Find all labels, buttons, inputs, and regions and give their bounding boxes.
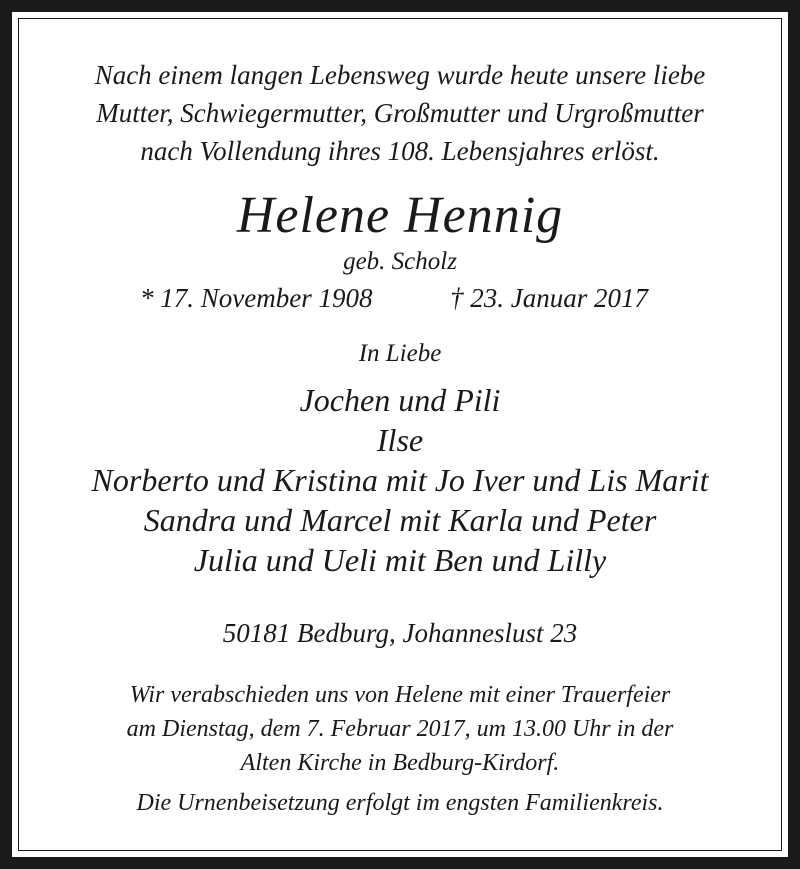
maiden-name: geb. Scholz <box>343 248 457 275</box>
birth-date: * 17. November 1908 <box>140 283 373 313</box>
burial-note: Die Urnenbeisetzung erfolgt im engsten Familienkreis. <box>136 790 664 816</box>
address: 50181 Bedburg, Johanneslust 23 <box>222 618 578 648</box>
life-dates <box>20 283 780 319</box>
intro-line-1: Nach einem langen Lebensweg wurde heute unsere liebe <box>94 60 706 90</box>
in-love-label: In Liebe <box>358 340 442 367</box>
ceremony-line-1: Wir verabschieden uns von Helene mit einer Trauerfeier <box>129 682 671 708</box>
mourner-line-5: Julia und Ueli mit Ben und Lilly <box>193 542 607 578</box>
death-date: † 23. Januar 2017 <box>450 283 648 313</box>
intro-line-3: nach Vollendung ihres 108. Lebensjahres erlöst. <box>140 136 660 166</box>
mourner-line-2: Ilse <box>376 422 424 458</box>
obituary-notice <box>20 20 780 849</box>
ceremony-line-3: Alten Kirche in Bedburg-Kirdorf. <box>240 750 560 776</box>
mourner-line-1: Jochen und Pili <box>299 382 501 418</box>
mourner-line-3: Norberto und Kristina mit Jo Iver und Lis Marit <box>91 462 709 498</box>
intro-line-2: Mutter, Schwiegermutter, Großmutter und Urgroßmutter <box>96 98 704 128</box>
deceased-name: Helene Hennig <box>236 187 564 244</box>
ceremony-line-2: am Dienstag, dem 7. Februar 2017, um 13.00 Uhr in der <box>126 716 674 742</box>
mourner-line-4: Sandra und Marcel mit Karla und Peter <box>143 502 657 538</box>
